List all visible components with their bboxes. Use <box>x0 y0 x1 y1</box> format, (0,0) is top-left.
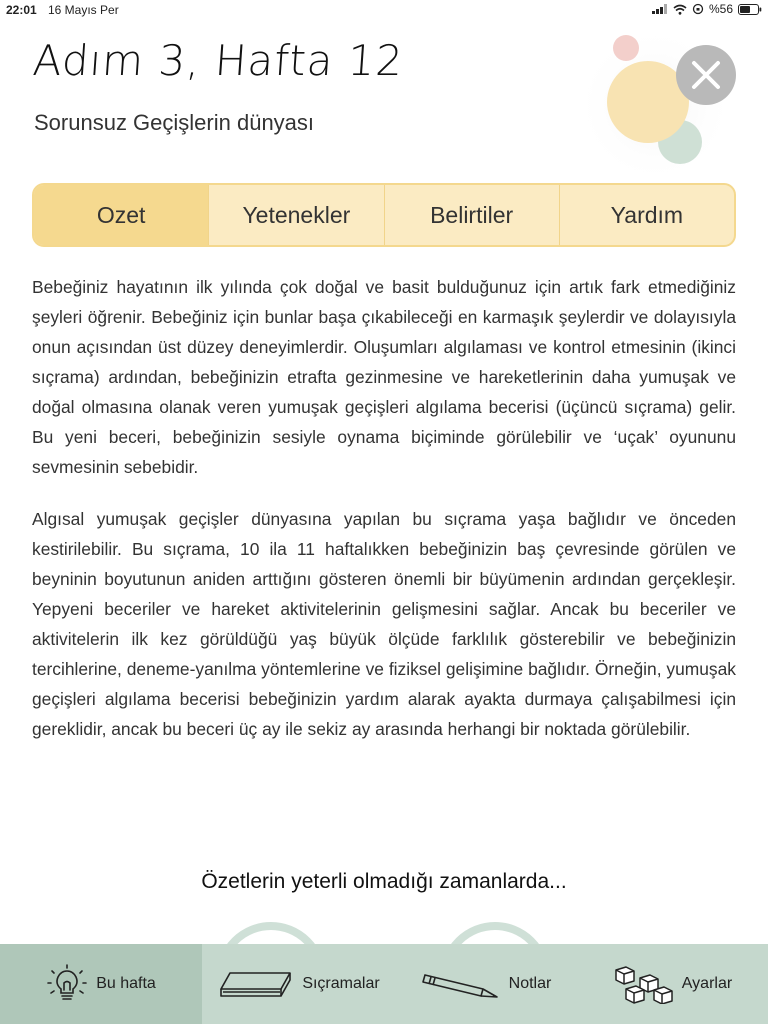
orientation-lock-icon <box>692 3 704 15</box>
nav-label: Bu hafta <box>96 975 156 992</box>
decorative-circles <box>560 20 760 190</box>
pencil-icon <box>421 969 501 999</box>
summary-note: Özetlerin yeterli olmadığı zamanlarda... <box>201 870 567 893</box>
battery-icon <box>738 4 762 15</box>
tab-yardim[interactable]: Yardım <box>610 201 684 228</box>
status-indicators <box>652 2 762 16</box>
wifi-icon <box>673 4 687 15</box>
lightbulb-icon <box>46 963 88 1005</box>
status-time: 22:01 <box>6 3 37 17</box>
status-bar <box>0 0 768 20</box>
page-title: Adım 3, Hafta 12 <box>31 36 406 85</box>
nav-notlar[interactable] <box>396 944 576 1024</box>
cellular-signal-icon <box>652 4 668 14</box>
status-date: 16 Mayıs Per <box>48 3 119 17</box>
paragraph: Algısal yumuşak geçişler dünyasına yapılan bu sıçrama yaşa bağlıdır ve önceden kestirilebilir. Bu sıçrama, 10 ila 11 haftalıkken bebeğinizin baş çevresinde görülen ve beyninin boyutunun aniden arttığını gösteren önemli bir büyümenin ardından gerçekleşir. Yepyeni beceriler ve hareket aktivitelerinin gelişmesini sağlar. Ancak bu beceriler ve aktivitelerin ilk kez görüldüğü yaş büyük ölçüde farklılık gösterebilir ve bebeğinizin tercihlerine, deneme-yanılma yöntemlerine ve fiziksel gelişimine bağlıdır. Örneğin, yumuşak geçişleri algılama becerisi bebeğinizin yardım alarak ayakta durmaya çalışabilmesi için gereklidir, ancak bu beceri üç ay ile sekiz ay arasında herhangi bir noktada görülebilir. <box>32 509 736 739</box>
nav-ayarlar[interactable] <box>576 944 768 1024</box>
tab-belirtiler[interactable]: Belirtiler <box>385 185 560 245</box>
nav-bu-hafta[interactable] <box>0 944 202 1024</box>
nav-label: Ayarlar <box>681 975 733 992</box>
nav-sicramalar[interactable] <box>202 944 396 1024</box>
nav-label: Notlar <box>508 975 552 992</box>
tab-bar <box>32 183 736 247</box>
summary-content <box>32 272 736 766</box>
tab-ozet[interactable]: Ozet <box>34 185 209 245</box>
page-subtitle: Sorunsuz Geçişlerin dünyası <box>34 110 315 135</box>
nav-label: Sıçramalar <box>302 975 380 992</box>
close-icon <box>689 58 723 92</box>
paragraph: Bebeğiniz hayatının ilk yılında çok doğal ve basit bulduğunuz için artık fark etmediğiniz şeyleri öğrenir. Bebeğiniz için bunlar başa çıkabileceği en karmaşık şeylerdir ve dolayısıyla onun açısından üst düzey deneyimlerdir. Oluşumları algılaması ve kontrol etmesinin (ikinci sıçrama) ardından, bebeğinizin etrafta gezinmesine ve hareketlerinin daha yumuşak ve doğal olmasına olanak veren yumuşak geçişleri algılama becerisi (üçüncü sıçrama) gelir. Bu yeni beceri, bebeğinizin sesiyle oynama biçiminde görülebilir ve ‘uçak’ oyununu sevmesinin sebebidir. <box>32 277 736 477</box>
tab-yetenekler[interactable]: Yetenekler <box>209 185 384 245</box>
bottom-nav <box>0 944 768 1024</box>
close-button[interactable] <box>676 45 736 105</box>
book-icon <box>218 967 294 1001</box>
blocks-icon <box>612 964 674 1004</box>
battery-percent: %56 <box>708 2 733 16</box>
